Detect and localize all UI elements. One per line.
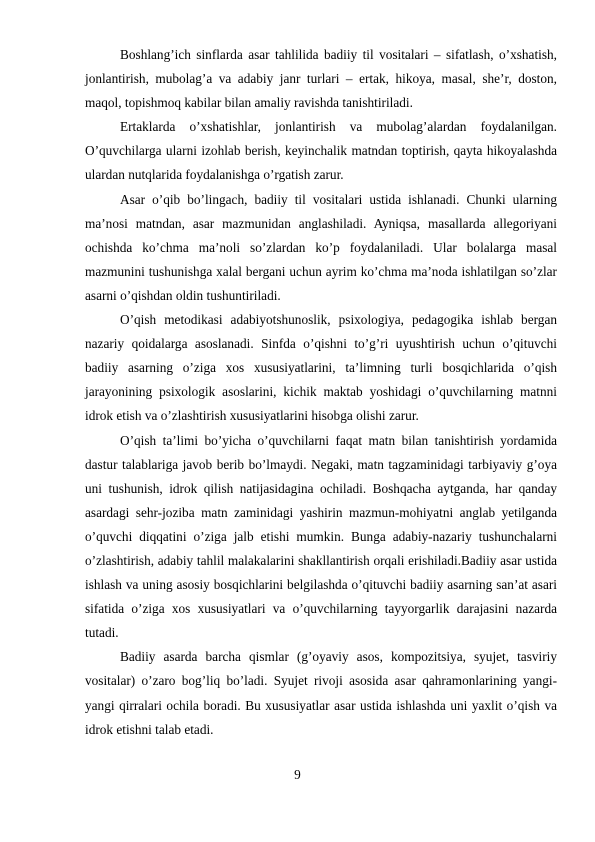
paragraph: O’qish ta’limi bo’yicha o’quvchilarni faqat matn bilan tanishtirish yordamida dastur talablariga javob berib bo’lmaydi. Negaki, matn tagzaminidagi tarbiyaviy g’oya uni tushunish, idrok qilish natijasidagina ochiladi. Boshqacha aytganda, har qanday asardagi sehr-joziba matn zaminidagi yashirin mazmun-mohiyatni anglab yetilganda o’quvchi diqqatini o’ziga jalb etishi mumkin. Bunga adabiy-nazariy tushunchalarni o’zlashtirish, adabiy tahlil malakalarini shakllantirish orqali erishiladi.Badiiy asar ustida ishlash va uning asosiy bosqichlarini belgilashda o’qituvchi badiiy asarning san’at asari sifatida o’ziga xos xususiyatlari va o’quvchilarning tayyorgarlik darajasini nazarda tutadi. [85, 432, 557, 641]
page-number: 9 [294, 767, 301, 782]
paragraph: Badiiy asarda barcha qismlar (g’oyaviy asos, kompozitsiya, syujet, tasviriy vositalar) o’zaro bog’liq bo’ladi. Syujet rivoji asosida asar qahramonlarining yangi-yangi qirralari ochila boradi. Bu xususiyatlar asar ustida ishlashda uni yaxlit o’qish va idrok etishni talab etadi. [85, 649, 557, 737]
page-body [85, 43, 557, 742]
paragraph: Ertaklarda o’xshatishlar, jonlantirish va mubolag’alardan foydalanilgan. O’quvchilarga ularni izohlab berish, keyinchalik matndan toptirish, qayta hikoyalashda ulardan nutqlarida foydalanishga o’rgatish zarur. [85, 119, 557, 183]
paragraph: Boshlang’ich sinflarda asar tahlilida badiiy til vositalari – sifatlash, o’xshatish, jonlantirish, mubolag’a va adabiy janr turlari – ertak, hikoya, masal, she’r, doston, maqol, topishmoq kabilar bilan amaliy ravishda tanishtiriladi. [85, 47, 557, 111]
paragraph: Asar o’qib bo’lingach, badiiy til vositalari ustida ishlanadi. Chunki ularning ma’nosi matndan, asar mazmunidan anglashiladi. Ayniqsa, masallarda allegoriyani ochishda ko’chma ma’noli so’zlardan ko’p foydalaniladi. Ular bolalarga masal mazmunini tushunishga xalal bergani uchun ayrim ko’chma ma’noda ishlatilgan so’zlar asarni o’qishdan oldin tushuntiriladi. [85, 191, 557, 303]
paragraph: O’qish metodikasi adabiyotshunoslik, psixologiya, pedagogika ishlab bergan nazariy qoidalarga asoslanadi. Sinfda o’qishni to’g’ri uyushtirish uchun o’qituvchi badiiy asarning o’ziga xos xususiyatlarini, ta’limning turli bosqichlarida o’qish jarayonining psixologik asoslarini, kichik maktab yoshidagi o’quvchilarning matnni idrok etish va o’zlashtirish xususiyatlarini hisobga olishi zarur. [85, 312, 557, 424]
